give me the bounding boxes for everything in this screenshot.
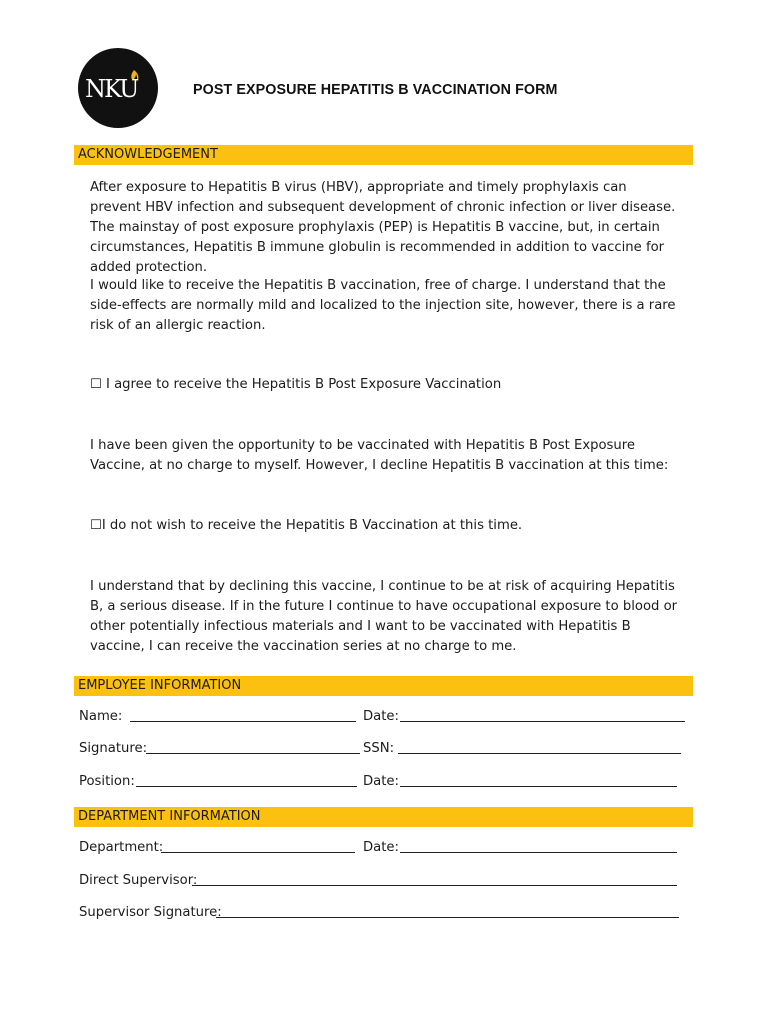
ssn-field[interactable] — [398, 753, 681, 754]
employee-section-header — [74, 676, 693, 696]
signature-label: Signature: — [79, 741, 148, 756]
agree-checkbox[interactable]: ☐ — [90, 377, 102, 392]
ssn-label: SSN: — [363, 741, 395, 756]
position-label: Position: — [79, 774, 135, 789]
declination-paragraph: I understand that by declining this vaccine, I continue to be at risk of acquiring Hepatitis B, a serious disease. If in the future I continue to have occupational exposure to blood or other potentially infectious materials and I want to be vaccinated with Hepatitis B vaccine, I can receive the vaccination series at no charge to me. — [90, 579, 678, 654]
acknowledgement-section-header — [74, 145, 693, 165]
department-section-header — [74, 807, 693, 827]
decline-option — [90, 518, 522, 533]
department-heading: DEPARTMENT INFORMATION — [78, 809, 261, 824]
position-date-label: Date: — [363, 774, 399, 789]
department-date-label: Date: — [363, 840, 399, 855]
agree-label: I agree to receive the Hepatitis B Post Exposure Vaccination — [101, 377, 502, 392]
signature-field[interactable] — [146, 753, 360, 754]
department-label: Department: — [79, 840, 164, 855]
department-date-field[interactable] — [400, 852, 677, 853]
date-field[interactable] — [400, 721, 685, 722]
decline-label: I do not wish to receive the Hepatitis B Vaccination at this time. — [101, 518, 523, 533]
decline-offer-paragraph: I have been given the opportunity to be vaccinated with Hepatitis B Post Exposure Vaccine, at no charge to myself. However, I decline Hepatitis B vaccination at this time: — [90, 438, 669, 473]
acknowledgement-heading: ACKNOWLEDGEMENT — [78, 147, 218, 162]
form-title: POST EXPOSURE HEPATITIS B VACCINATION FORM — [193, 82, 558, 98]
direct-supervisor-label: Direct Supervisor: — [79, 873, 198, 888]
consent-paragraph: I would like to receive the Hepatitis B vaccination, free of charge. I understand that the side-effects are normally mild and localized to the injection site, however, there is a rare risk of an allergic reaction. — [90, 278, 676, 333]
decline-checkbox[interactable]: ☐ — [90, 518, 102, 533]
direct-supervisor-field[interactable] — [192, 885, 677, 886]
name-label: Name: — [79, 709, 123, 724]
department-field[interactable] — [161, 852, 355, 853]
date-label: Date: — [363, 709, 399, 724]
employee-heading: EMPLOYEE INFORMATION — [78, 678, 242, 693]
position-field[interactable] — [136, 786, 357, 787]
position-date-field[interactable] — [400, 786, 677, 787]
agree-option — [90, 377, 501, 392]
nku-logo — [78, 48, 158, 128]
supervisor-signature-label: Supervisor Signature: — [79, 905, 222, 920]
supervisor-signature-field[interactable] — [216, 917, 679, 918]
logo-text: NKU — [85, 75, 138, 103]
name-field[interactable] — [130, 721, 356, 722]
intro-paragraph: After exposure to Hepatitis B virus (HBV), appropriate and timely prophylaxis can prevent HBV infection and subsequent development of chronic infection or liver disease. The mainstay of post exposure prophylaxis (PEP) is Hepatitis B vaccine, but, in certain circumstances, Hepatitis B immune globulin is recommended in addition to vaccine for added protection. — [90, 180, 676, 275]
nku-logo-graphic — [78, 48, 158, 128]
